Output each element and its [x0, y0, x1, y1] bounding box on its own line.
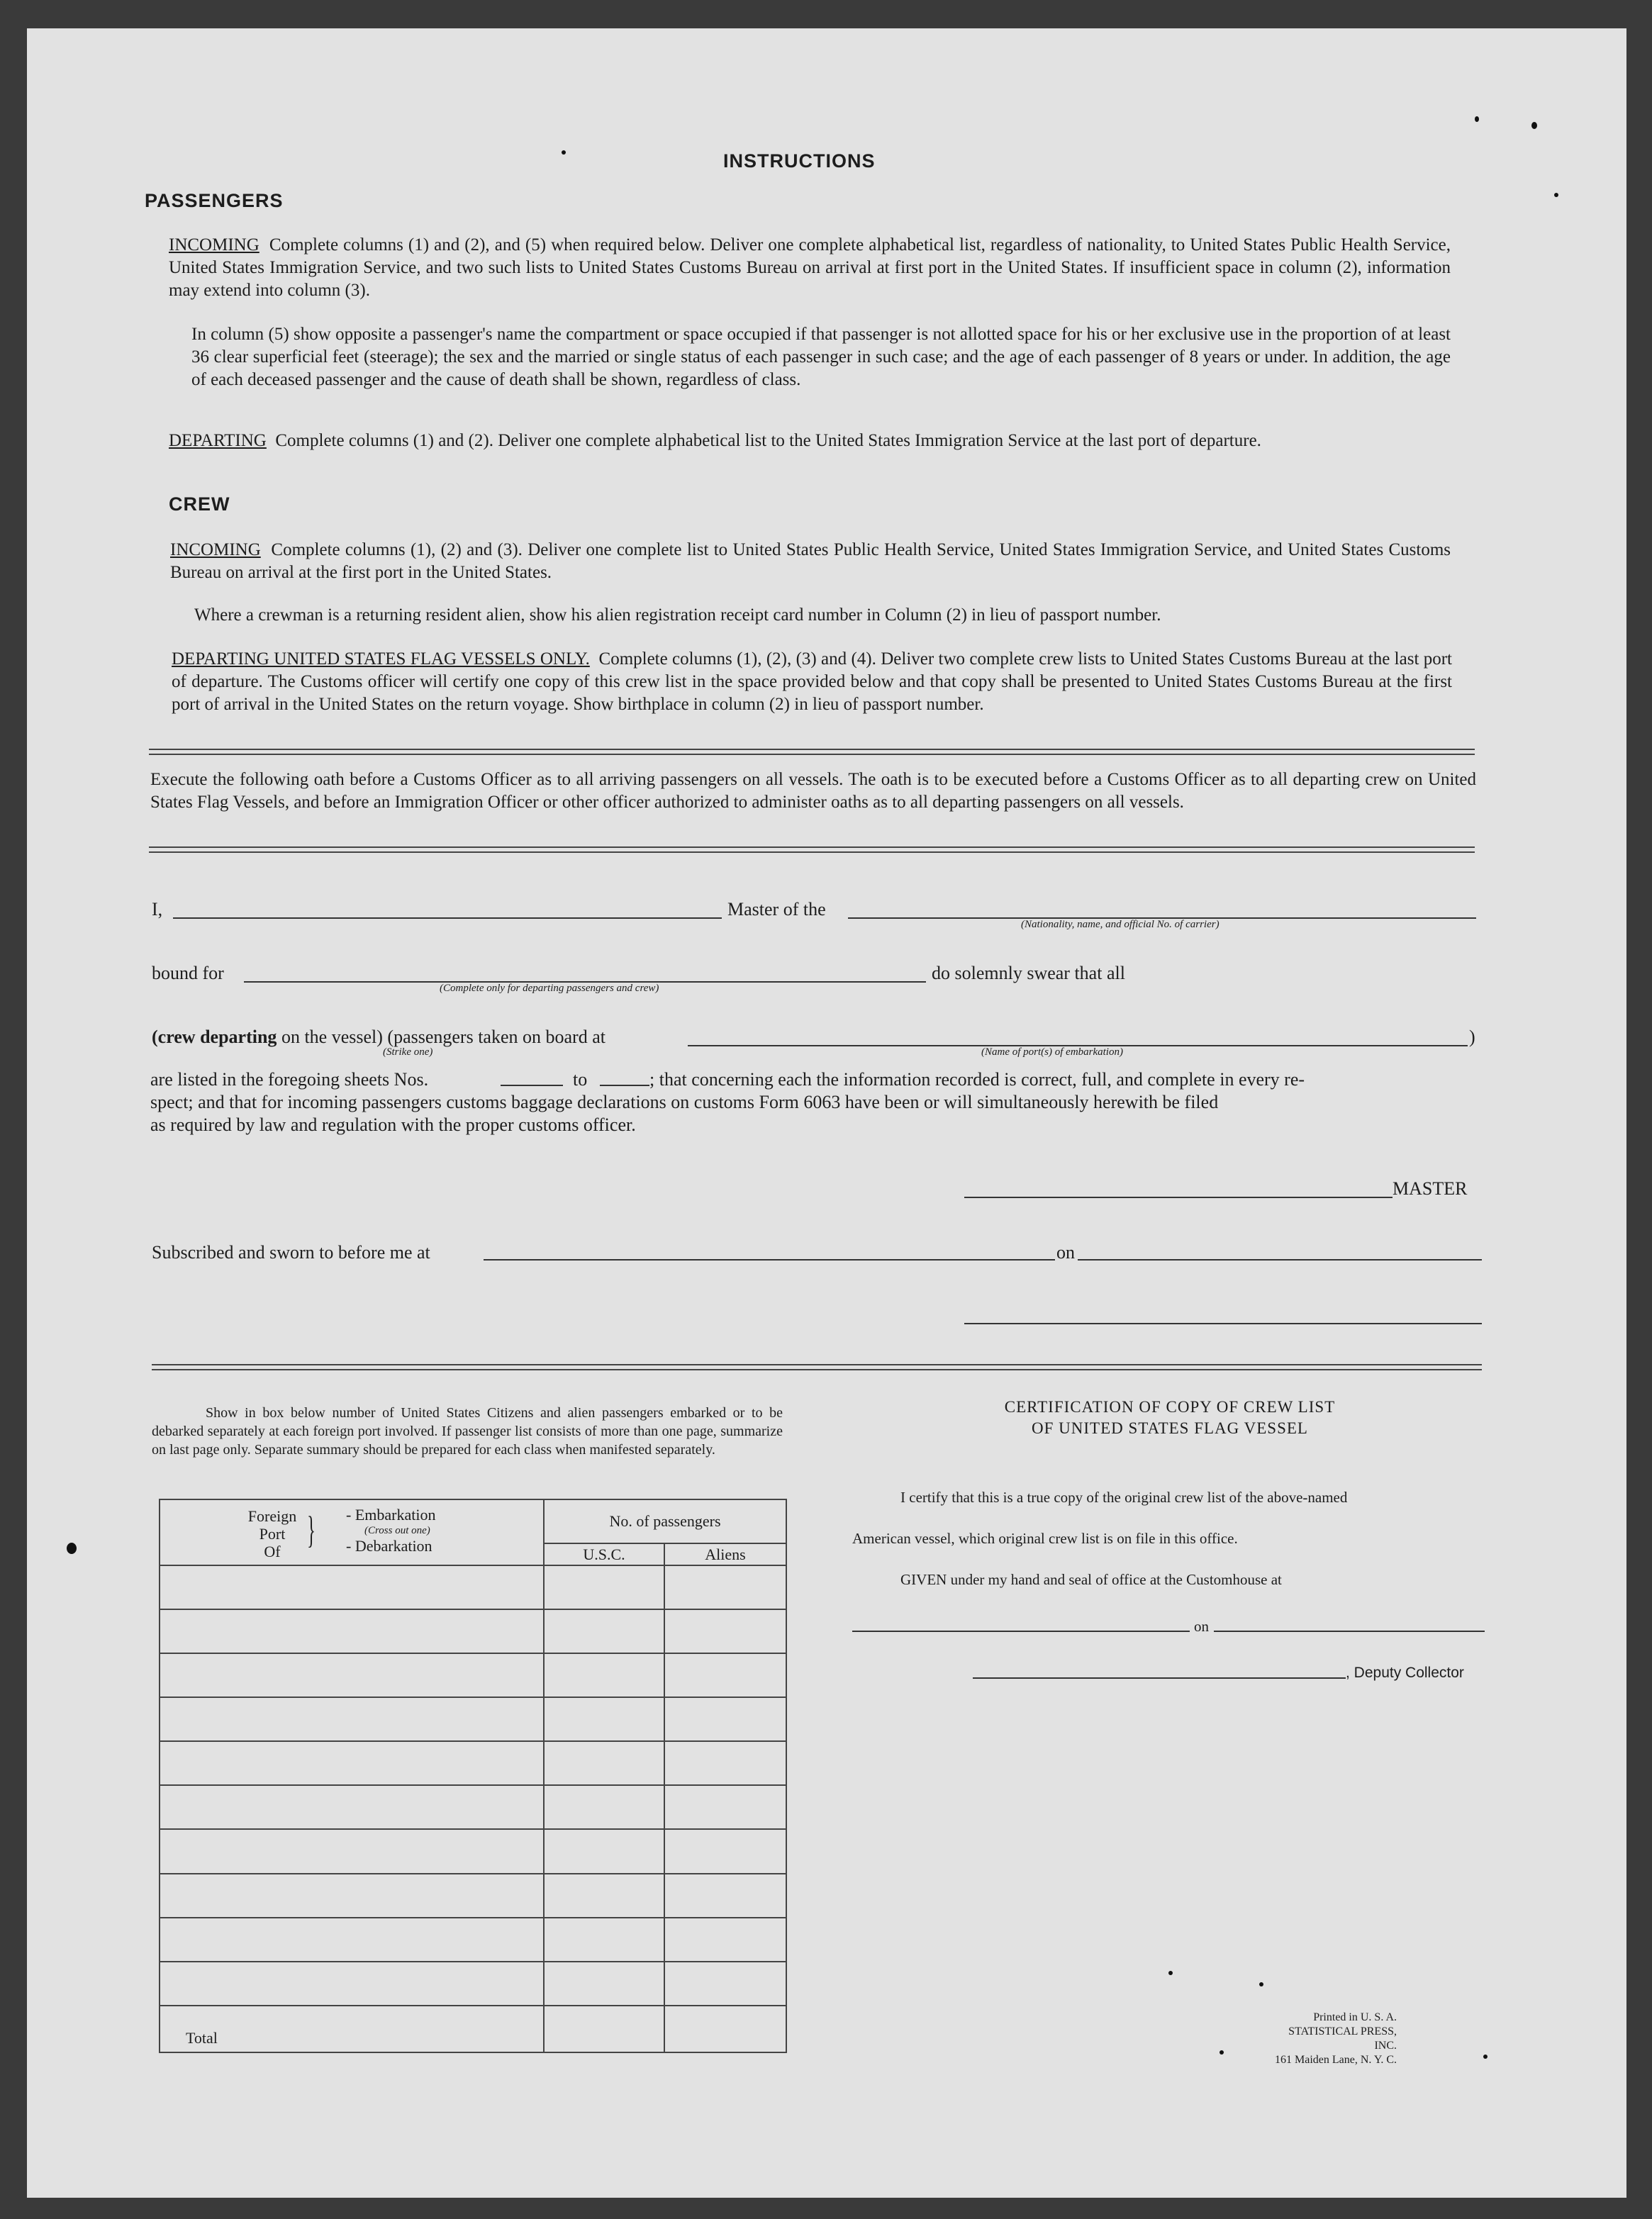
crew-departing-label: DEPARTING UNITED STATES FLAG VESSELS ONLY. [172, 649, 590, 669]
scan-speck [1259, 1982, 1263, 1986]
passenger-summary-table [159, 1499, 787, 2053]
port-cell[interactable] [160, 1741, 544, 1785]
port-cell[interactable] [160, 1565, 544, 1609]
passengers-departing-label: DEPARTING [169, 431, 267, 450]
usc-cell[interactable] [544, 1697, 664, 1741]
master-signature-field[interactable] [964, 1197, 1393, 1198]
subscribed-label: Subscribed and sworn to before me at [152, 1242, 430, 1263]
certification-title-line1: CERTIFICATION OF COPY OF CREW LIST [1004, 1398, 1336, 1416]
crew-passengers-line [152, 1027, 605, 1048]
divider-top [149, 749, 1475, 755]
certification-date-field[interactable] [1214, 1631, 1485, 1632]
usc-cell[interactable] [544, 1653, 664, 1697]
sheets-to-field[interactable] [600, 1085, 649, 1086]
listed-line-3: as required by law and regulation with the proper customs officer. [150, 1114, 636, 1135]
aliens-cell[interactable] [664, 1653, 786, 1697]
aliens-header: Aliens [664, 1543, 786, 1565]
name-of-ports-hint: (Name of port(s) of embarkation) [981, 1046, 1123, 1058]
deputy-collector-label: , Deputy Collector [1346, 1665, 1464, 1681]
printer-line-1: Printed in U. S. A. [1313, 2011, 1397, 2023]
officer-signature-field[interactable] [964, 1323, 1482, 1324]
nationality-hint: (Nationality, name, and official No. of carrier) [1021, 919, 1220, 930]
crew-incoming-label: INCOMING [170, 540, 261, 559]
certification-on-label: on [1194, 1618, 1209, 1635]
passengers-incoming-text: Complete columns (1) and (2), and (5) when required below. Deliver one complete alphabetical list, regardless of nationality, to United States Public Health Service, United States Immigration Service, and two such lists to United States Customs Bureau on arrival at first port in the United States. If insufficient space in column (2), information may extend into column (3). [169, 235, 1451, 300]
passengers-incoming-paragraph [169, 234, 1451, 302]
crew-departing-option[interactable]: (crew departing [152, 1027, 277, 1047]
strike-one-hint: (Strike one) [383, 1046, 433, 1058]
divider-oath [149, 846, 1475, 853]
master-of-the-label: Master of the [727, 899, 826, 920]
port-cell[interactable] [160, 1653, 544, 1697]
usc-cell[interactable] [544, 1609, 664, 1653]
scan-speck [67, 1543, 77, 1554]
total-label: Total [160, 2006, 544, 2052]
embarkation-option[interactable]: - Embarkation [346, 1506, 436, 1524]
port-cell[interactable] [160, 1609, 544, 1653]
no-of-passengers-header: No. of passengers [544, 1499, 786, 1543]
brace-icon: } [307, 1509, 316, 1551]
usc-cell[interactable] [544, 1741, 664, 1785]
certification-title [851, 1397, 1489, 1439]
customhouse-field[interactable] [852, 1631, 1190, 1632]
port-cell[interactable] [160, 1874, 544, 1918]
bound-for-label: bound for [152, 963, 224, 983]
port-cell[interactable] [160, 1785, 544, 1829]
subscribed-date-field[interactable] [1078, 1259, 1482, 1261]
passengers-incoming-label: INCOMING [169, 235, 259, 255]
usc-cell[interactable] [544, 1962, 664, 2006]
port-cell[interactable] [160, 1829, 544, 1873]
passengers-heading: PASSENGERS [145, 190, 284, 211]
master-name-field[interactable] [173, 917, 722, 919]
subscribed-place-field[interactable] [484, 1259, 1055, 1261]
aliens-cell[interactable] [664, 1918, 786, 1962]
listed-label-1: are listed in the foregoing sheets Nos. [150, 1069, 429, 1090]
aliens-cell[interactable] [664, 1962, 786, 2006]
printer-line-2: STATISTICAL PRESS, INC. [1288, 2025, 1397, 2052]
cross-out-hint: (Cross out one) [364, 1525, 430, 1536]
aliens-cell[interactable] [664, 1697, 786, 1741]
aliens-cell[interactable] [664, 1609, 786, 1653]
oath-execute-paragraph: Execute the following oath before a Customs Officer as to all arriving passengers on all vessels. The oath is to be executed before a Customs Officer as to all departing crew on United States Flag Vessels, and before an Immigration Officer or other officer authorized to administer oaths as to all departing passengers on all vessels. [150, 770, 1476, 812]
port-cell[interactable] [160, 1697, 544, 1741]
passengers-taken-option[interactable]: (passengers taken on board at [387, 1027, 605, 1047]
divider-bottom [152, 1364, 1482, 1370]
given-line: GIVEN under my hand and seal of office at the Customhouse at [900, 1571, 1282, 1588]
crew-resident-paragraph: Where a crewman is a returning resident alien, show his alien registration receipt card number in Column (2) in lieu of passport number. [194, 605, 1161, 625]
usc-cell[interactable] [544, 1874, 664, 1918]
crew-departing-paragraph [172, 648, 1452, 716]
scan-speck [1168, 1971, 1173, 1975]
certify-line-2: American vessel, which original crew list is on file in this office. [852, 1530, 1238, 1547]
scan-speck [1554, 193, 1558, 197]
subscribed-on-label: on [1056, 1242, 1075, 1263]
usc-header: U.S.C. [544, 1543, 664, 1565]
listed-to-label: to [573, 1069, 588, 1090]
aliens-cell[interactable] [664, 1785, 786, 1829]
listed-line-2: spect; and that for incoming passengers customs baggage declarations on customs Form 6063 have been or will simultaneously herewith be filed [150, 1092, 1219, 1112]
aliens-total-cell[interactable] [664, 2006, 786, 2052]
passengers-departing-text: Complete columns (1) and (2). Deliver one complete alphabetical list to the United States Immigration Service at the last port of departure. [275, 431, 1261, 450]
printer-line-3: 161 Maiden Lane, N. Y. C. [1275, 2054, 1397, 2066]
summary-instructions: Show in box below number of United States Citizens and alien passengers embarked or to be debarked separately at each foreign port involved. If passenger list consists of more than one page, summarize on last page only. Separate summary should be prepared for each class when manifested separately. [152, 1405, 783, 1458]
aliens-cell[interactable] [664, 1565, 786, 1609]
usc-cell[interactable] [544, 1565, 664, 1609]
usc-total-cell[interactable] [544, 2006, 664, 2052]
scan-speck [1531, 122, 1537, 129]
aliens-cell[interactable] [664, 1741, 786, 1785]
debarkation-option[interactable]: - Debarkation [346, 1537, 432, 1555]
crew-incoming-text: Complete columns (1), (2) and (3). Deliver one complete list to United States Public Health Service, United States Immigration Service, and United States Customs Bureau on arrival at the first port in the United States. [170, 540, 1451, 582]
deputy-signature-field[interactable] [973, 1677, 1346, 1679]
scan-speck [1220, 2050, 1224, 2055]
scan-speck [1483, 2055, 1488, 2059]
port-label: Port [259, 1525, 286, 1543]
port-header-cell [160, 1499, 544, 1565]
sheets-from-field[interactable] [501, 1085, 563, 1086]
listed-label-2: ; that concerning each the information recorded is correct, full, and complete in every re- [649, 1069, 1305, 1090]
i-label: I, [152, 899, 163, 920]
instructions-title: INSTRUCTIONS [723, 150, 876, 172]
scan-speck [1475, 116, 1479, 122]
scan-speck [562, 150, 566, 155]
complete-only-hint: (Complete only for departing passengers and crew) [440, 983, 659, 994]
passengers-column5-paragraph: In column (5) show opposite a passenger's name the compartment or space occupied if that passenger is not allotted space for his or her exclusive use in the proportion of at least 36 clear superficial feet (steerage); the sex and the married or single status of each passenger in such case; and the age of each passenger of 8 years or under. In addition, the age of each deceased passenger and the cause of death shall be shown, regardless of class. [191, 325, 1451, 389]
close-paren: ) [1469, 1027, 1475, 1047]
on-the-vessel-text: on the vessel) [281, 1027, 383, 1047]
aliens-cell[interactable] [664, 1874, 786, 1918]
master-label: MASTER [1393, 1178, 1468, 1199]
certification-title-line2: OF UNITED STATES FLAG VESSEL [1032, 1419, 1308, 1437]
crew-heading: CREW [169, 493, 230, 515]
solemnly-swear-label: do solemnly swear that all [932, 963, 1125, 983]
port-cell[interactable] [160, 1962, 544, 2006]
foreign-label: Foreign [247, 1507, 297, 1525]
of-label: Of [264, 1543, 281, 1560]
crew-incoming-paragraph [170, 539, 1451, 584]
printer-imprint [1269, 2011, 1397, 2067]
certify-line-1: I certify that this is a true copy of the original crew list of the above-named [900, 1489, 1348, 1506]
crew-departing-text: Complete columns (1), (2), (3) and (4). Deliver two complete crew lists to United States Customs Bureau at the last port of departure. The Customs officer will certify one copy of this crew list in the space provided below and that copy shall be presented to United States Customs Bureau at the first port of arrival in the United States on the return voyage. Show birthplace in column (2) in lieu of passport number. [172, 649, 1453, 714]
usc-cell[interactable] [544, 1918, 664, 1962]
passengers-departing-paragraph [169, 430, 1451, 452]
usc-cell[interactable] [544, 1829, 664, 1873]
usc-cell[interactable] [544, 1785, 664, 1829]
port-cell[interactable] [160, 1918, 544, 1962]
aliens-cell[interactable] [664, 1829, 786, 1873]
